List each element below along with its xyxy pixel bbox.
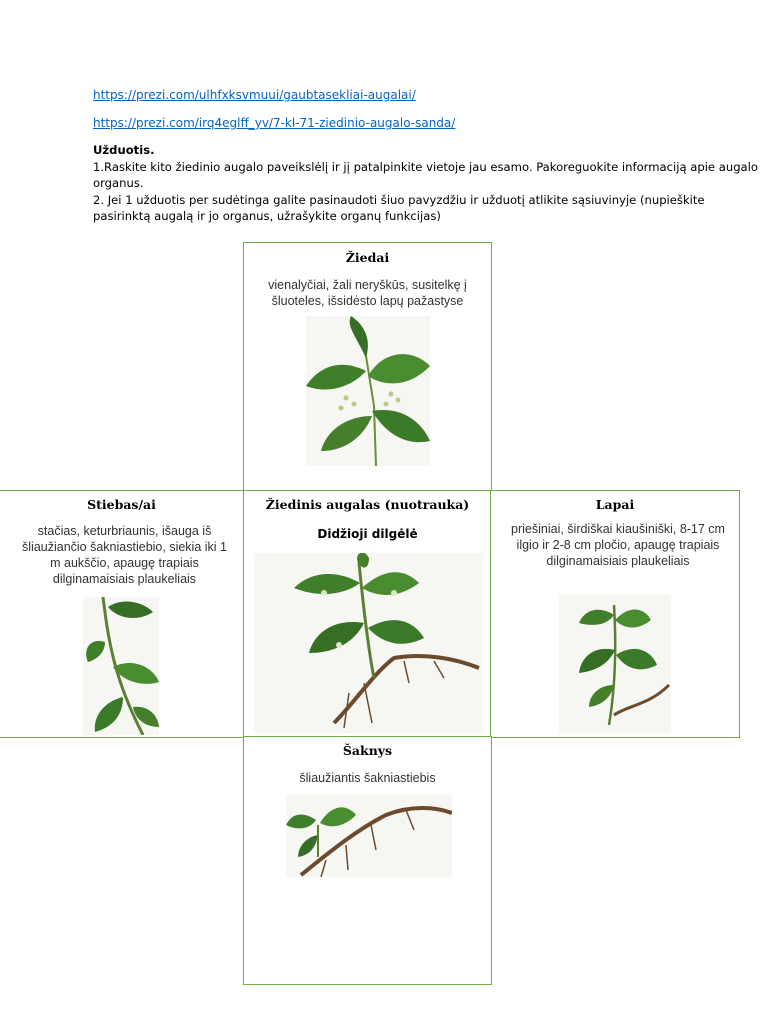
flowers-card [243,242,492,491]
task-line-2: 2. Jei 1 užduotis per sudėtinga galite pasinaudoti šiuo pavyzdžiu ir užduotį atlikite sąsiuvinyje (nupieškite pasirinktą augalą ir jo organus, užrašykite organų funkcijas) [93,192,705,223]
leaves-description: priešiniai, širdiškai kiaušiniški, 8-17 cm ilgio ir 2-8 cm pločio, apaugę trapiais dilginamaisiais plaukeliais [511,522,725,568]
prezi-link-1[interactable]: https://prezi.com/ulhfxksvmuui/gaubtasekliai-augalai/ [93,88,416,102]
stem-description: stačias, keturbriaunis, išauga iš šliaužiančio šakniastiebio, siekia iki 1 m aukščio, apaugę trapiais dilginamaisiais plaukeliais [22,524,227,586]
leaves-title: Lapai [595,497,635,512]
nettle-root-photo-icon [286,795,452,877]
flowers-description: vienalyčiai, žali neryškūs, susitelkę į šluoteles, išsidėsto lapų pažastyse [268,278,467,308]
task-title: Užduotis. [93,143,155,157]
plant-name: Didžioji dilgėlė [317,527,418,541]
task-line-1: 1.Raskite kito žiedinio augalo paveikslėlį ir jį patalpinkite vietoje jau esamo. Pakoreguokite informaciją apie augalo organus. [93,159,758,190]
flowers-title: Žiedai [345,250,390,265]
prezi-link-2[interactable]: https://prezi.com/irq4eglff_yv/7-kl-71-ziedinio-augalo-sanda/ [93,116,456,130]
nettle-stem-photo-icon [83,597,159,735]
roots-card [243,736,492,985]
nettle-flowers-photo-icon [306,316,430,466]
roots-description: šliaužiantis šakniastiebis [299,771,436,785]
nettle-leaves-photo-icon [559,595,671,733]
leaves-card [490,490,740,738]
stem-title: Stiebas/ai [87,497,156,512]
task-instructions [93,142,758,225]
roots-title: Šaknys [342,743,393,758]
nettle-plant-photo-icon [254,553,482,733]
plant-title: Žiedinis augalas (nuotrauka) [265,497,470,512]
plant-card [243,490,492,738]
stem-card [0,490,245,738]
